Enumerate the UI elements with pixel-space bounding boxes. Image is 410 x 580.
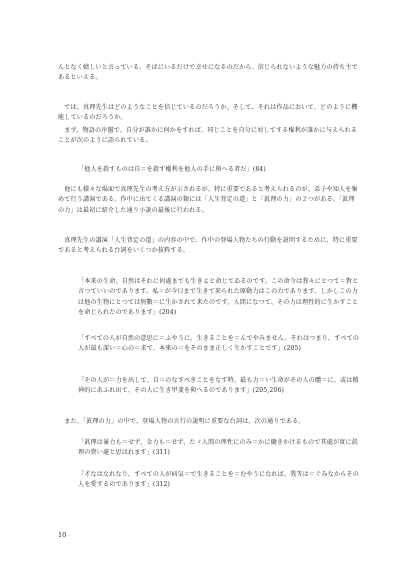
- quote-205-206: 「その人が＝力を出して、自＝のなすべきことをなす時、最も力＝い生命がその人の體＝に、或は精神的にあふれ出て、その人に生き甲斐を與へるのであります」(205,206): [78, 377, 359, 395]
- quote-205: 「すべての人が自然の意思に＝ふやうに、生きることを＝んでやみません。それはつまり、すべての人が最も深い＝心の＝求で、本來の＝をそのまま正しく生かすことです」(205): [78, 335, 360, 353]
- paragraph-truth-power: また、「眞理の力」の中で、登場人物の言行の説明に重要な台詞は、次の通りである。: [58, 418, 305, 425]
- page-number: 10: [58, 531, 67, 539]
- paragraph-excerpt-intro: 真理先生の講演「人生背定の道」の内容の中で、作中の登場人物たちの行動を説明するために、特に重要であると考えられる台詞をいくつか抜粋する。: [58, 237, 358, 255]
- paragraph-lectures: 他にも様々な場面で真理先生の考え方が示されるが、特に重要であると考えられるのが、弟子や知人を集めて行う講演である。作中に出てくる講演の類には「人生背定の道」と「眞理の力」の２つがある。「眞理の力」は最初に紹介した通り小説の最後に行われる。: [58, 186, 358, 214]
- paragraph-intro: まず、物語の序盤で、自分が誰かに何かをすれば、同じことを自分に対してする権利が誰かに与えられることが次のように語られている。: [58, 127, 358, 145]
- quote-311: 「眞理は暴力も＝せず、金力も＝せず、たゞ人間の理性にのみ＝かに働きかけるもので其處が實に眞理の貴い處と思はれます」(311): [78, 439, 358, 457]
- quote-312: 「才なはなれなり、すべての人が病気＝で生きることを＝むやうになれば、我等は＝ぐみなからその人を愛するのであります」(312): [78, 471, 359, 489]
- quote-84: 「他人を殺すものは自＝を殺す權利を他人の手に與へる者だ」(84): [78, 166, 266, 173]
- paragraph-question: では、真理先生はどのようなことを信じているのだろうか。そして、それは作品において、どのように機能しているのだろうか。: [58, 104, 358, 122]
- quote-204: 「本来の生命、自然はそれに何處までも生きよと命じてゐるのです。この命令は我々にとつて＝對と言つていいのであります。私＝が今日まで生きて来られた原動力はこの力であります。しかしこの力は他の生物にとつては無數＝に生かされて来たのです。人間になつて、その力は理性的に生かすことを命じられたのであります」(204): [78, 278, 359, 317]
- paragraph-continuation: んとなく嬉しいと言っている。そばにいるだけで幸せになるのだから、信じられないような魅力の持ち主であるといえる。: [58, 64, 358, 82]
